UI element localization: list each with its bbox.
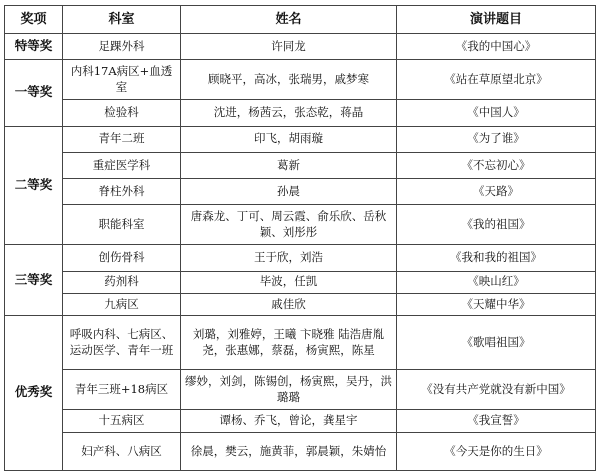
table-row xyxy=(5,410,596,432)
table-row xyxy=(5,245,596,271)
header-award: 奖项 xyxy=(5,6,63,34)
table-row xyxy=(5,432,596,470)
department-cell: 青年三班+18病区 xyxy=(63,370,181,410)
department-cell: 九病区 xyxy=(63,293,181,315)
department-cell: 药剂科 xyxy=(63,271,181,293)
table-row xyxy=(5,205,596,245)
names-cell: 许同龙 xyxy=(181,34,397,60)
department-cell: 创伤骨科 xyxy=(63,245,181,271)
header-row xyxy=(5,6,596,34)
department-cell: 检验科 xyxy=(63,100,181,126)
table-row xyxy=(5,152,596,178)
table-row xyxy=(5,370,596,410)
topic-cell: 《站在草原望北京》 xyxy=(397,60,596,100)
table-row xyxy=(5,271,596,293)
table-row xyxy=(5,60,596,100)
department-cell: 职能科室 xyxy=(63,205,181,245)
names-cell: 葛新 xyxy=(181,152,397,178)
department-cell: 内科17A病区+血透室 xyxy=(63,60,181,100)
award-cell: 三等奖 xyxy=(5,245,63,315)
award-cell: 一等奖 xyxy=(5,60,63,126)
table-row xyxy=(5,34,596,60)
table-row xyxy=(5,126,596,152)
award-cell: 特等奖 xyxy=(5,34,63,60)
department-cell: 青年二班 xyxy=(63,126,181,152)
names-cell: 印飞，胡雨璇 xyxy=(181,126,397,152)
names-cell: 戚佳欣 xyxy=(181,293,397,315)
topic-cell: 《我的祖国》 xyxy=(397,205,596,245)
table-row xyxy=(5,178,596,204)
topic-cell: 《中国人》 xyxy=(397,100,596,126)
header-names: 姓名 xyxy=(181,6,397,34)
award-cell: 二等奖 xyxy=(5,126,63,245)
award-cell: 优秀奖 xyxy=(5,315,63,470)
names-cell: 缪妙，刘剑，陈锡创，杨寅熙，吴丹，洪璐璐 xyxy=(181,370,397,410)
topic-cell: 《天路》 xyxy=(397,178,596,204)
awards-table xyxy=(4,5,596,471)
names-cell: 谭杨、乔飞，曾论，龚星宇 xyxy=(181,410,397,432)
header-topic: 演讲题目 xyxy=(397,6,596,34)
topic-cell: 《天耀中华》 xyxy=(397,293,596,315)
names-cell: 毕波，任凯 xyxy=(181,271,397,293)
topic-cell: 《映山红》 xyxy=(397,271,596,293)
table-row xyxy=(5,293,596,315)
topic-cell: 《我的中国心》 xyxy=(397,34,596,60)
names-cell: 孙晨 xyxy=(181,178,397,204)
topic-cell: 《今天是你的生日》 xyxy=(397,432,596,470)
topic-cell: 《为了谁》 xyxy=(397,126,596,152)
department-cell: 脊柱外科 xyxy=(63,178,181,204)
names-cell: 唐森龙、丁可、周云霞、俞乐欣、岳秋颖、刘彤彤 xyxy=(181,205,397,245)
names-cell: 顾晓平，高冰，张瑞男，戚梦寒 xyxy=(181,60,397,100)
names-cell: 沈进，杨茜云，张态乾，蒋晶 xyxy=(181,100,397,126)
department-cell: 重症医学科 xyxy=(63,152,181,178)
department-cell: 十五病区 xyxy=(63,410,181,432)
department-cell: 足踝外科 xyxy=(63,34,181,60)
table-row xyxy=(5,315,596,369)
topic-cell: 《我和我的祖国》 xyxy=(397,245,596,271)
department-cell: 呼吸内科、七病区、运动医学、青年一班 xyxy=(63,315,181,369)
names-cell: 王于欣，刘浩 xyxy=(181,245,397,271)
topic-cell: 《我宣誓》 xyxy=(397,410,596,432)
topic-cell: 《歌唱祖国》 xyxy=(397,315,596,369)
header-department: 科室 xyxy=(63,6,181,34)
names-cell: 徐晨，樊云，施黄菲，郭晨颖，朱婧怡 xyxy=(181,432,397,470)
department-cell: 妇产科、八病区 xyxy=(63,432,181,470)
names-cell: 刘璐，刘雅婷，王曦 卞晓雅 陆浩唐胤尧，张惠娜，蔡磊，杨寅熙，陈星 xyxy=(181,315,397,369)
topic-cell: 《没有共产党就没有新中国》 xyxy=(397,370,596,410)
topic-cell: 《不忘初心》 xyxy=(397,152,596,178)
table-row xyxy=(5,100,596,126)
